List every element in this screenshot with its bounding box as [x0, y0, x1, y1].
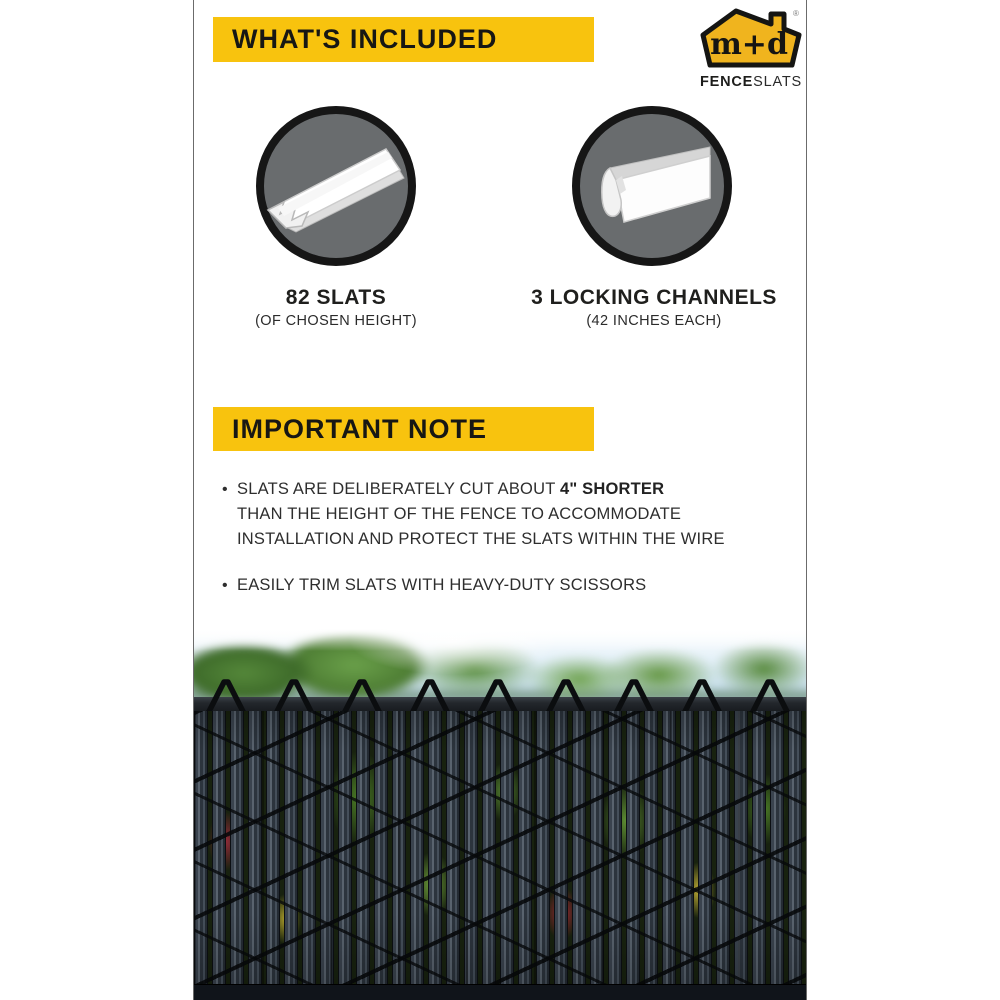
slats-count-label: 82 SLATS	[285, 286, 387, 309]
bullet-dot: •	[222, 577, 228, 594]
note-list	[222, 477, 802, 598]
fence-photo	[194, 625, 806, 1000]
slats-sublabel: (OF CHOSEN HEIGHT)	[255, 313, 417, 329]
md-house-logo-icon	[700, 8, 802, 68]
photo-top-fade	[194, 625, 806, 651]
svg-text:m+d: m+d	[710, 27, 788, 62]
content-panel	[193, 0, 807, 1000]
channels-sublabel: (42 INCHES EACH)	[586, 313, 722, 329]
included-item-slats	[216, 286, 456, 329]
important-note-banner	[213, 407, 594, 451]
whats-included-title: WHAT'S INCLUDED	[232, 24, 498, 54]
included-item-channels	[522, 286, 786, 329]
locking-channel-icon	[570, 104, 734, 268]
note-bullet-1: • SLATS ARE DELIBERATELY CUT ABOUT 4" SHORTER THAN THE HEIGHT OF THE FENCE TO ACCOMMODATE INSTALLATION AND PROTECT THE SLATS WITHIN THE WIRE	[222, 477, 802, 552]
photo-shading	[194, 711, 806, 1000]
note-bullet-2: • EASILY TRIM SLATS WITH HEAVY-DUTY SCISSORS	[222, 573, 802, 598]
brand-logo	[700, 8, 802, 90]
ground-strip	[194, 984, 806, 1000]
bullet-dot: •	[222, 481, 228, 498]
important-note-title: IMPORTANT NOTE	[232, 413, 487, 444]
channels-count-label: 3 LOCKING CHANNELS	[531, 286, 777, 309]
slat-profile-icon	[254, 104, 418, 268]
registered-mark: ®	[793, 9, 799, 18]
whats-included-banner	[213, 17, 594, 62]
brand-name: FENCESLATS	[700, 74, 803, 90]
